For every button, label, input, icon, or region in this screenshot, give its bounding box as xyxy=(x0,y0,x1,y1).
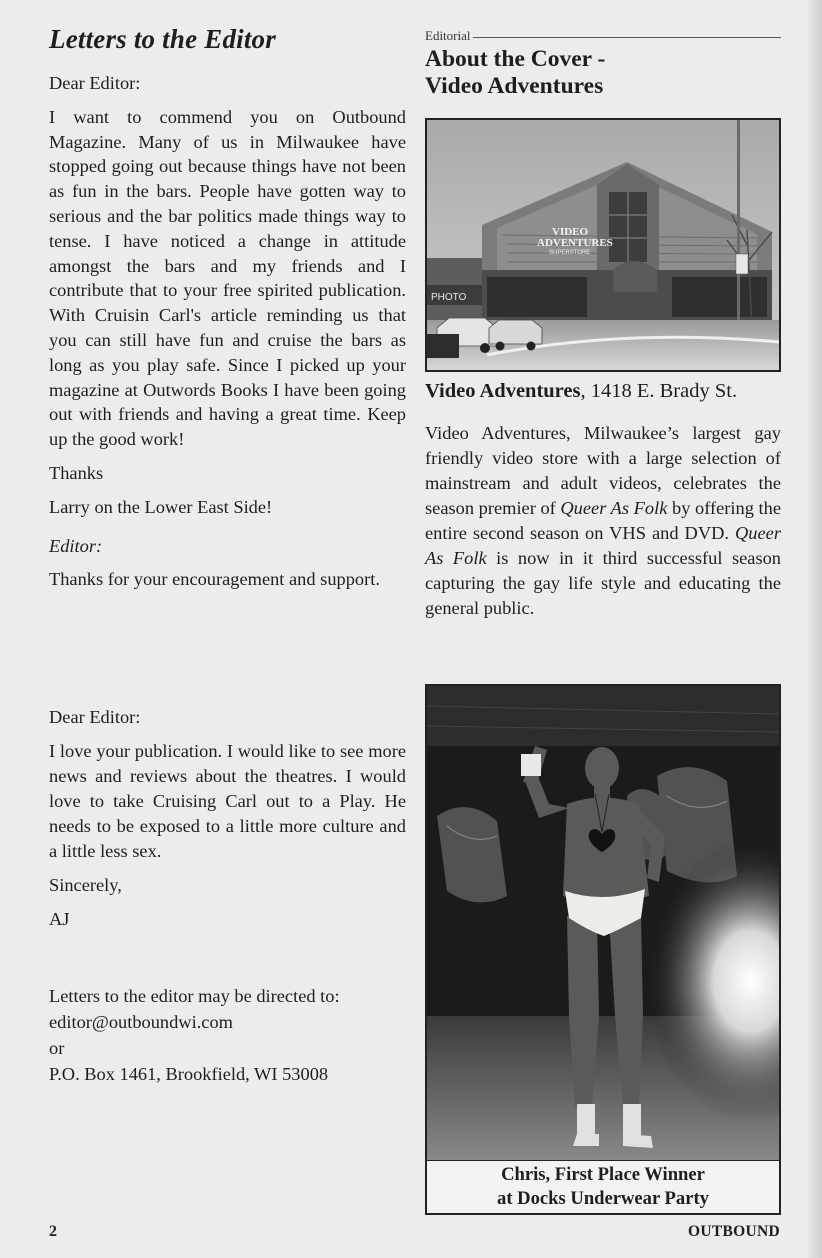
letter-1-closing: Thanks xyxy=(49,462,104,483)
section-divider xyxy=(473,37,782,38)
contact-email[interactable]: editor@outboundwi.com xyxy=(49,1012,233,1032)
editorial-body-part-1: Video Adventures, Milwaukee’s largest gay friendly video store with a large selection of mainstream and adult videos, celebrates the season premier of xyxy=(425,423,781,518)
contact-intro: Letters to the editor may be directed to: xyxy=(49,986,340,1006)
section-tag: Editorial xyxy=(425,28,471,43)
contact-address: P.O. Box 1461, Brookfield, WI 53008 xyxy=(49,1064,329,1084)
letters-heading: Letters to the Editor xyxy=(49,24,276,54)
caption-venue: Video Adventures xyxy=(425,380,581,402)
sign-line-2: ADVENTURES xyxy=(537,237,613,249)
page-edge xyxy=(808,0,822,1258)
editorial-title-line-1: About the Cover - xyxy=(425,46,606,72)
letter-larry xyxy=(49,71,406,592)
contact-or: or xyxy=(49,1038,65,1058)
show-title-2: Queer As Folk xyxy=(425,523,781,568)
party-photo xyxy=(425,684,781,1164)
show-title-1: Queer As Folk xyxy=(560,498,668,518)
storefront-photo-icon xyxy=(427,120,779,370)
caption-address: , 1418 E. Brady St. xyxy=(580,380,738,402)
letter-1-salutation: Dear Editor: xyxy=(49,73,141,93)
editorial-body xyxy=(425,421,781,621)
editor-reply: Thanks for your encouragement and support. xyxy=(49,569,380,590)
letter-1-body: I want to commend you on Outbound Magazine. Many of us in Milwaukee have stopped going out because things have not been as fun in the bars. People have gotten way to serious and the bar politics made things way to tense. I have noticed a change in attitude amongst the bars and my friends and I contribute that to your free spirited publication. With Cruisin Carl's article reminding us that you can still have fun and cruise the bars as long as you play safe. Since I picked up your magazine at Outwords Books I have been going out with friends and having a great time. Keep up the good work! xyxy=(49,106,406,450)
photo-window-text: PHOTO xyxy=(431,292,467,303)
editor-label: Editor: xyxy=(49,535,103,556)
editorial-body-part-2: by offering the entire second season on VHS and DVD. xyxy=(425,498,781,543)
letters-column xyxy=(49,24,406,601)
storefront-photo xyxy=(425,118,781,372)
sign-line-1: VIDEO xyxy=(552,226,589,238)
magazine-name: OUTBOUND xyxy=(688,1223,780,1240)
contact-info xyxy=(49,983,406,1087)
sign-line-3: SUPERSTORE xyxy=(549,250,591,256)
editorial-title-line-2: Video Adventures xyxy=(425,73,604,99)
party-caption-line-1: Chris, First Place Winner xyxy=(501,1164,705,1185)
letter-2-signature: AJ xyxy=(49,909,70,929)
party-caption-line-2: at Docks Underwear Party xyxy=(497,1188,709,1209)
section-tag-row xyxy=(425,28,781,44)
letter-2-closing: Sincerely, xyxy=(49,875,122,895)
party-photo-caption xyxy=(425,1160,781,1215)
editorial-header xyxy=(425,28,781,100)
letter-2-salutation: Dear Editor: xyxy=(49,707,141,727)
contest-winner-photo-icon xyxy=(427,686,779,1162)
editorial-body-part-3: is now in it third successful season capturing the gay life style and educating the general public. xyxy=(425,548,781,618)
letter-aj xyxy=(49,705,406,941)
cover-photo-caption xyxy=(425,380,781,403)
letter-2-body: I love your publication. I would like to see more news and reviews about the theatres. I would love to take Cruising Carl out to a Play. He needs to be exposed to a little more culture and a little less sex. xyxy=(49,741,406,861)
letter-1-signature: Larry on the Lower East Side! xyxy=(49,496,273,517)
page-number: 2 xyxy=(49,1223,57,1240)
editorial-title xyxy=(425,46,781,100)
